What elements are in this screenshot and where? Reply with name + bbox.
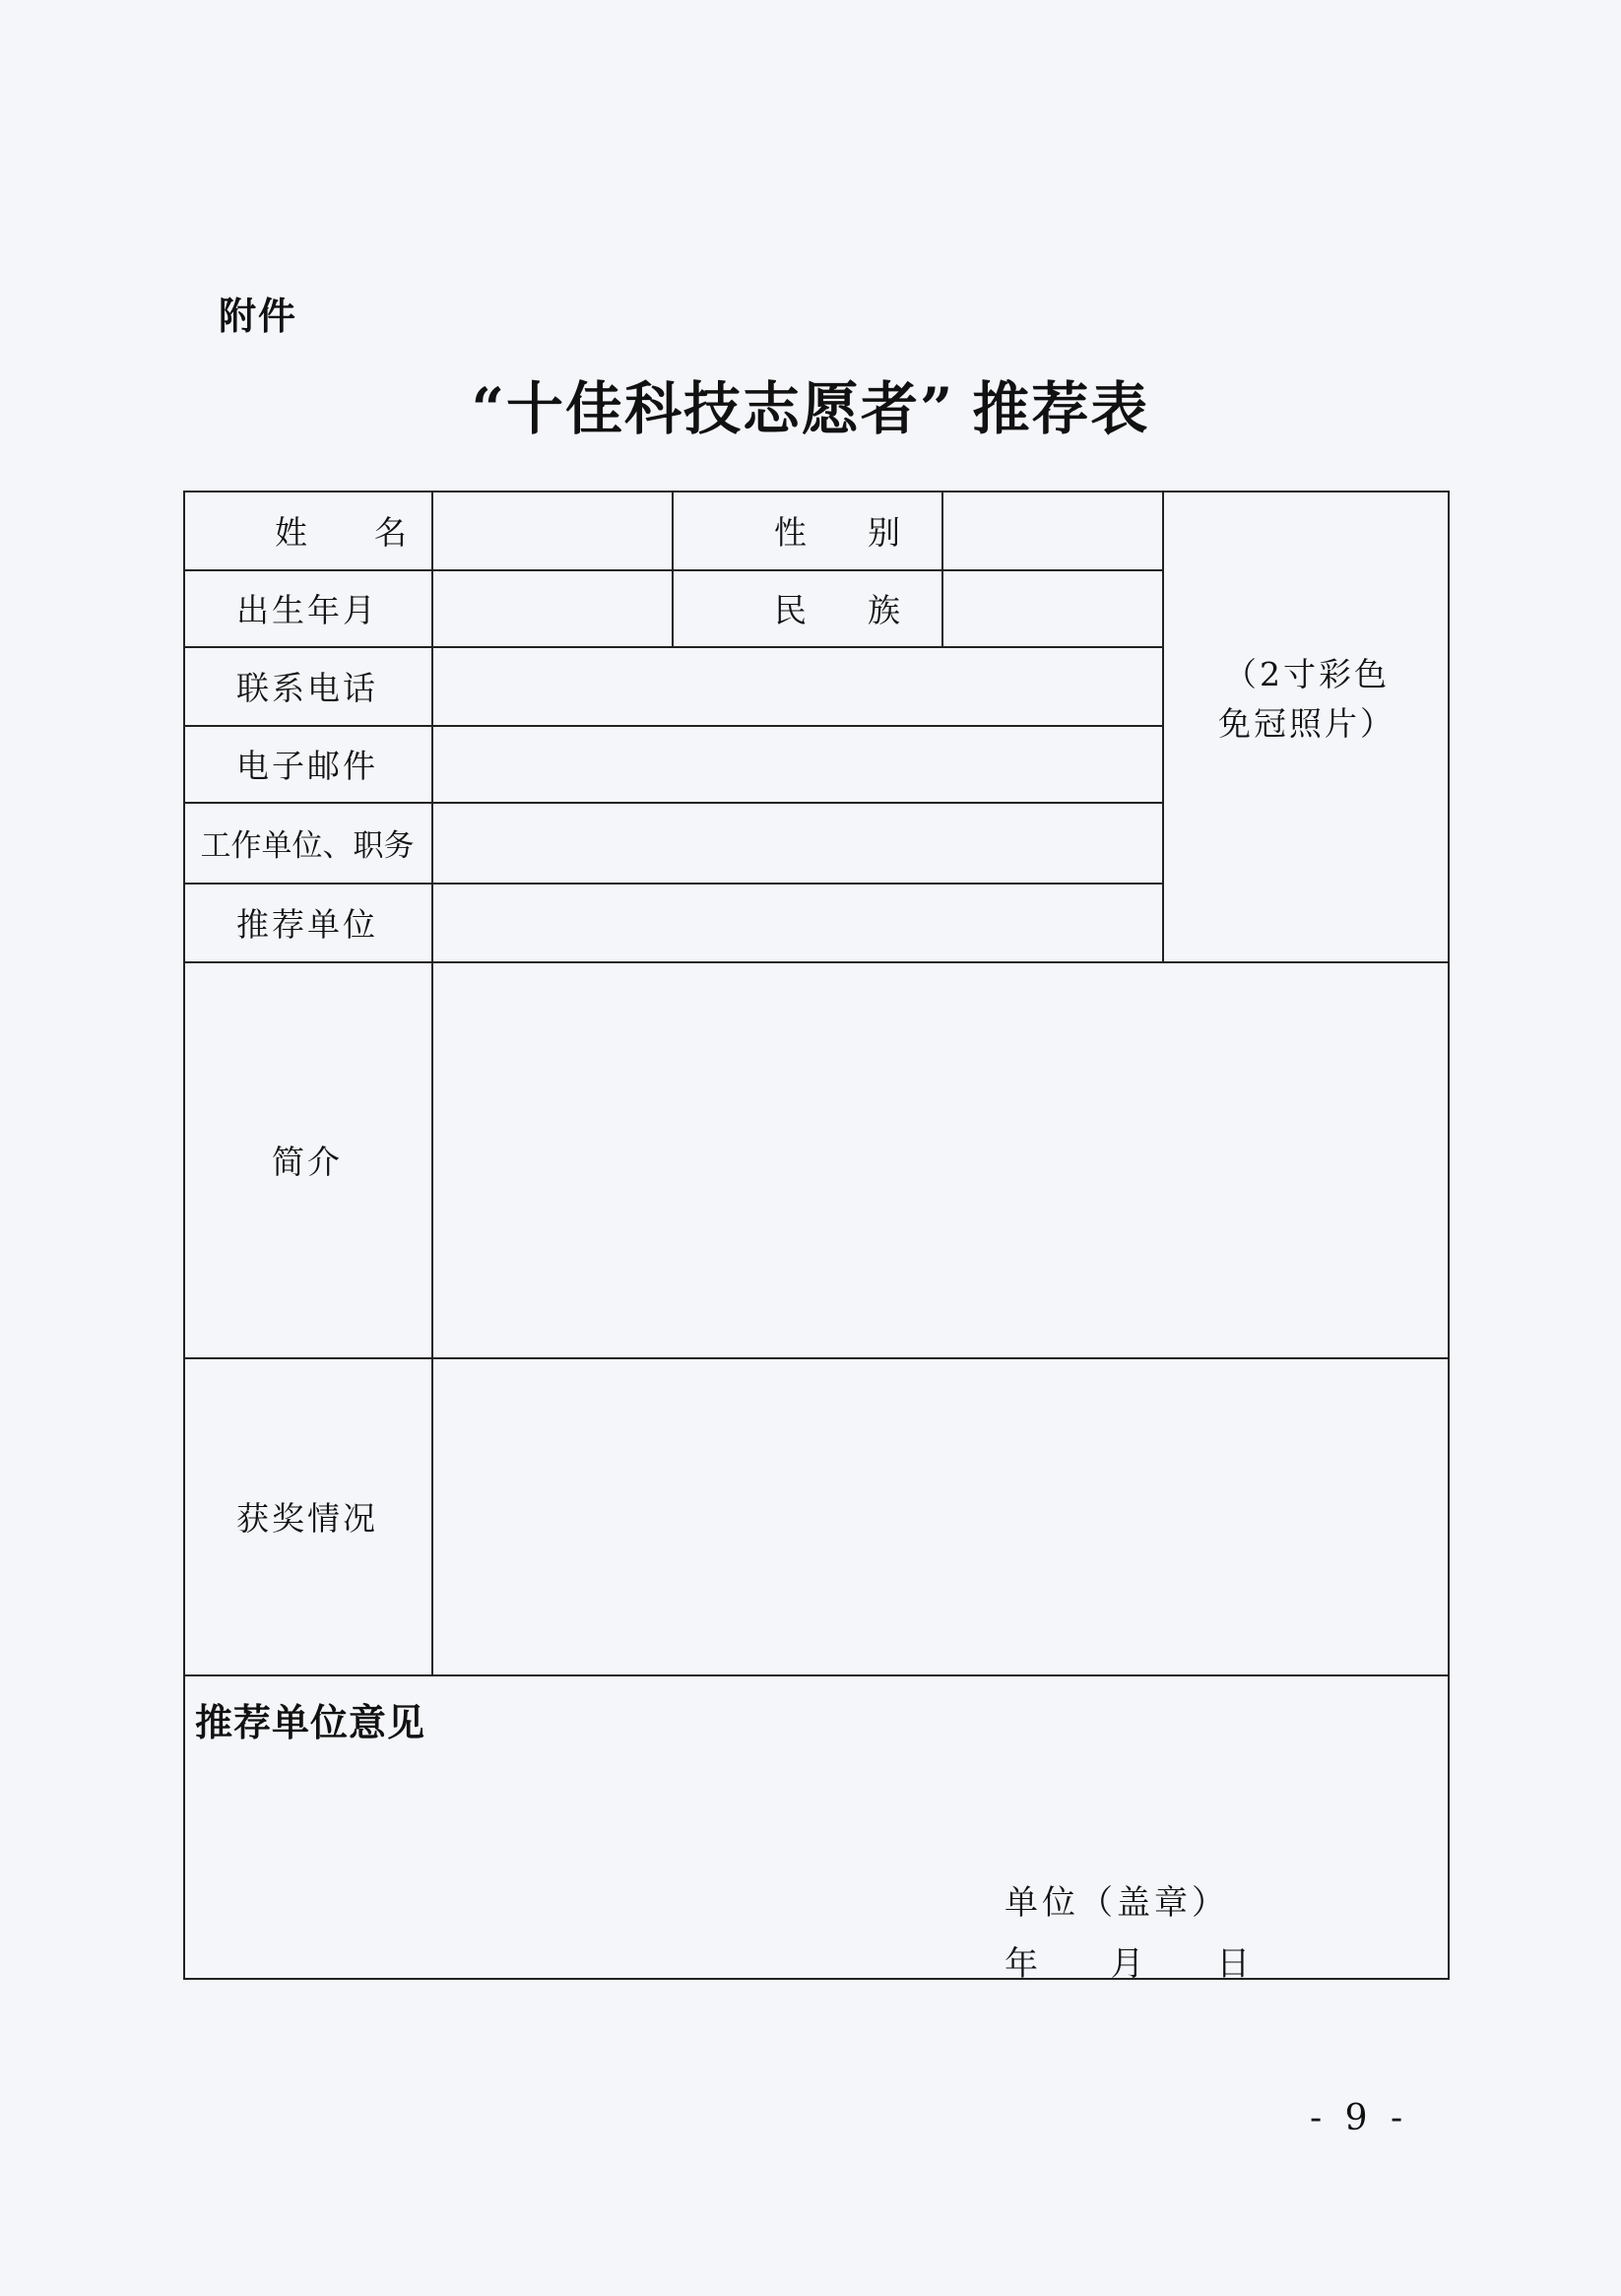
form-title-suffix: 推荐表 [972,375,1150,442]
opinion-label: 推荐单位意见 [195,1701,426,1744]
date-month: 月 [1110,1944,1144,1984]
attachment-label: 附件 [219,295,298,338]
birth-label: 出生年月 [236,590,378,629]
row-divider [183,1674,1450,1676]
recommender-label: 推荐单位 [236,904,378,944]
ethnicity-label: 民族 [774,590,961,629]
phone-label: 联系电话 [236,668,378,707]
column-divider [431,491,433,1674]
employer-label: 工作单位、职务 [200,827,415,864]
seal-label: 单位（盖章） [1005,1883,1229,1923]
photo-note-line2: 免冠照片） [1218,704,1395,743]
date-year: 年 [1005,1944,1038,1984]
email-label: 电子邮件 [236,746,378,785]
gender-label: 性别 [774,512,961,552]
photo-note-line1: （2寸彩色 [1224,655,1390,693]
form-title [0,362,1621,445]
page-number: - 9 - [1310,2098,1409,2138]
form-title-main: “十佳科技志愿者” [471,375,955,442]
date-day: 日 [1216,1944,1251,1984]
photo-placeholder [1164,650,1450,749]
name-label: 姓名 [275,512,474,552]
date-line [1005,1936,1250,1985]
awards-label: 获奖情况 [236,1498,378,1538]
bio-label: 简介 [272,1142,343,1181]
